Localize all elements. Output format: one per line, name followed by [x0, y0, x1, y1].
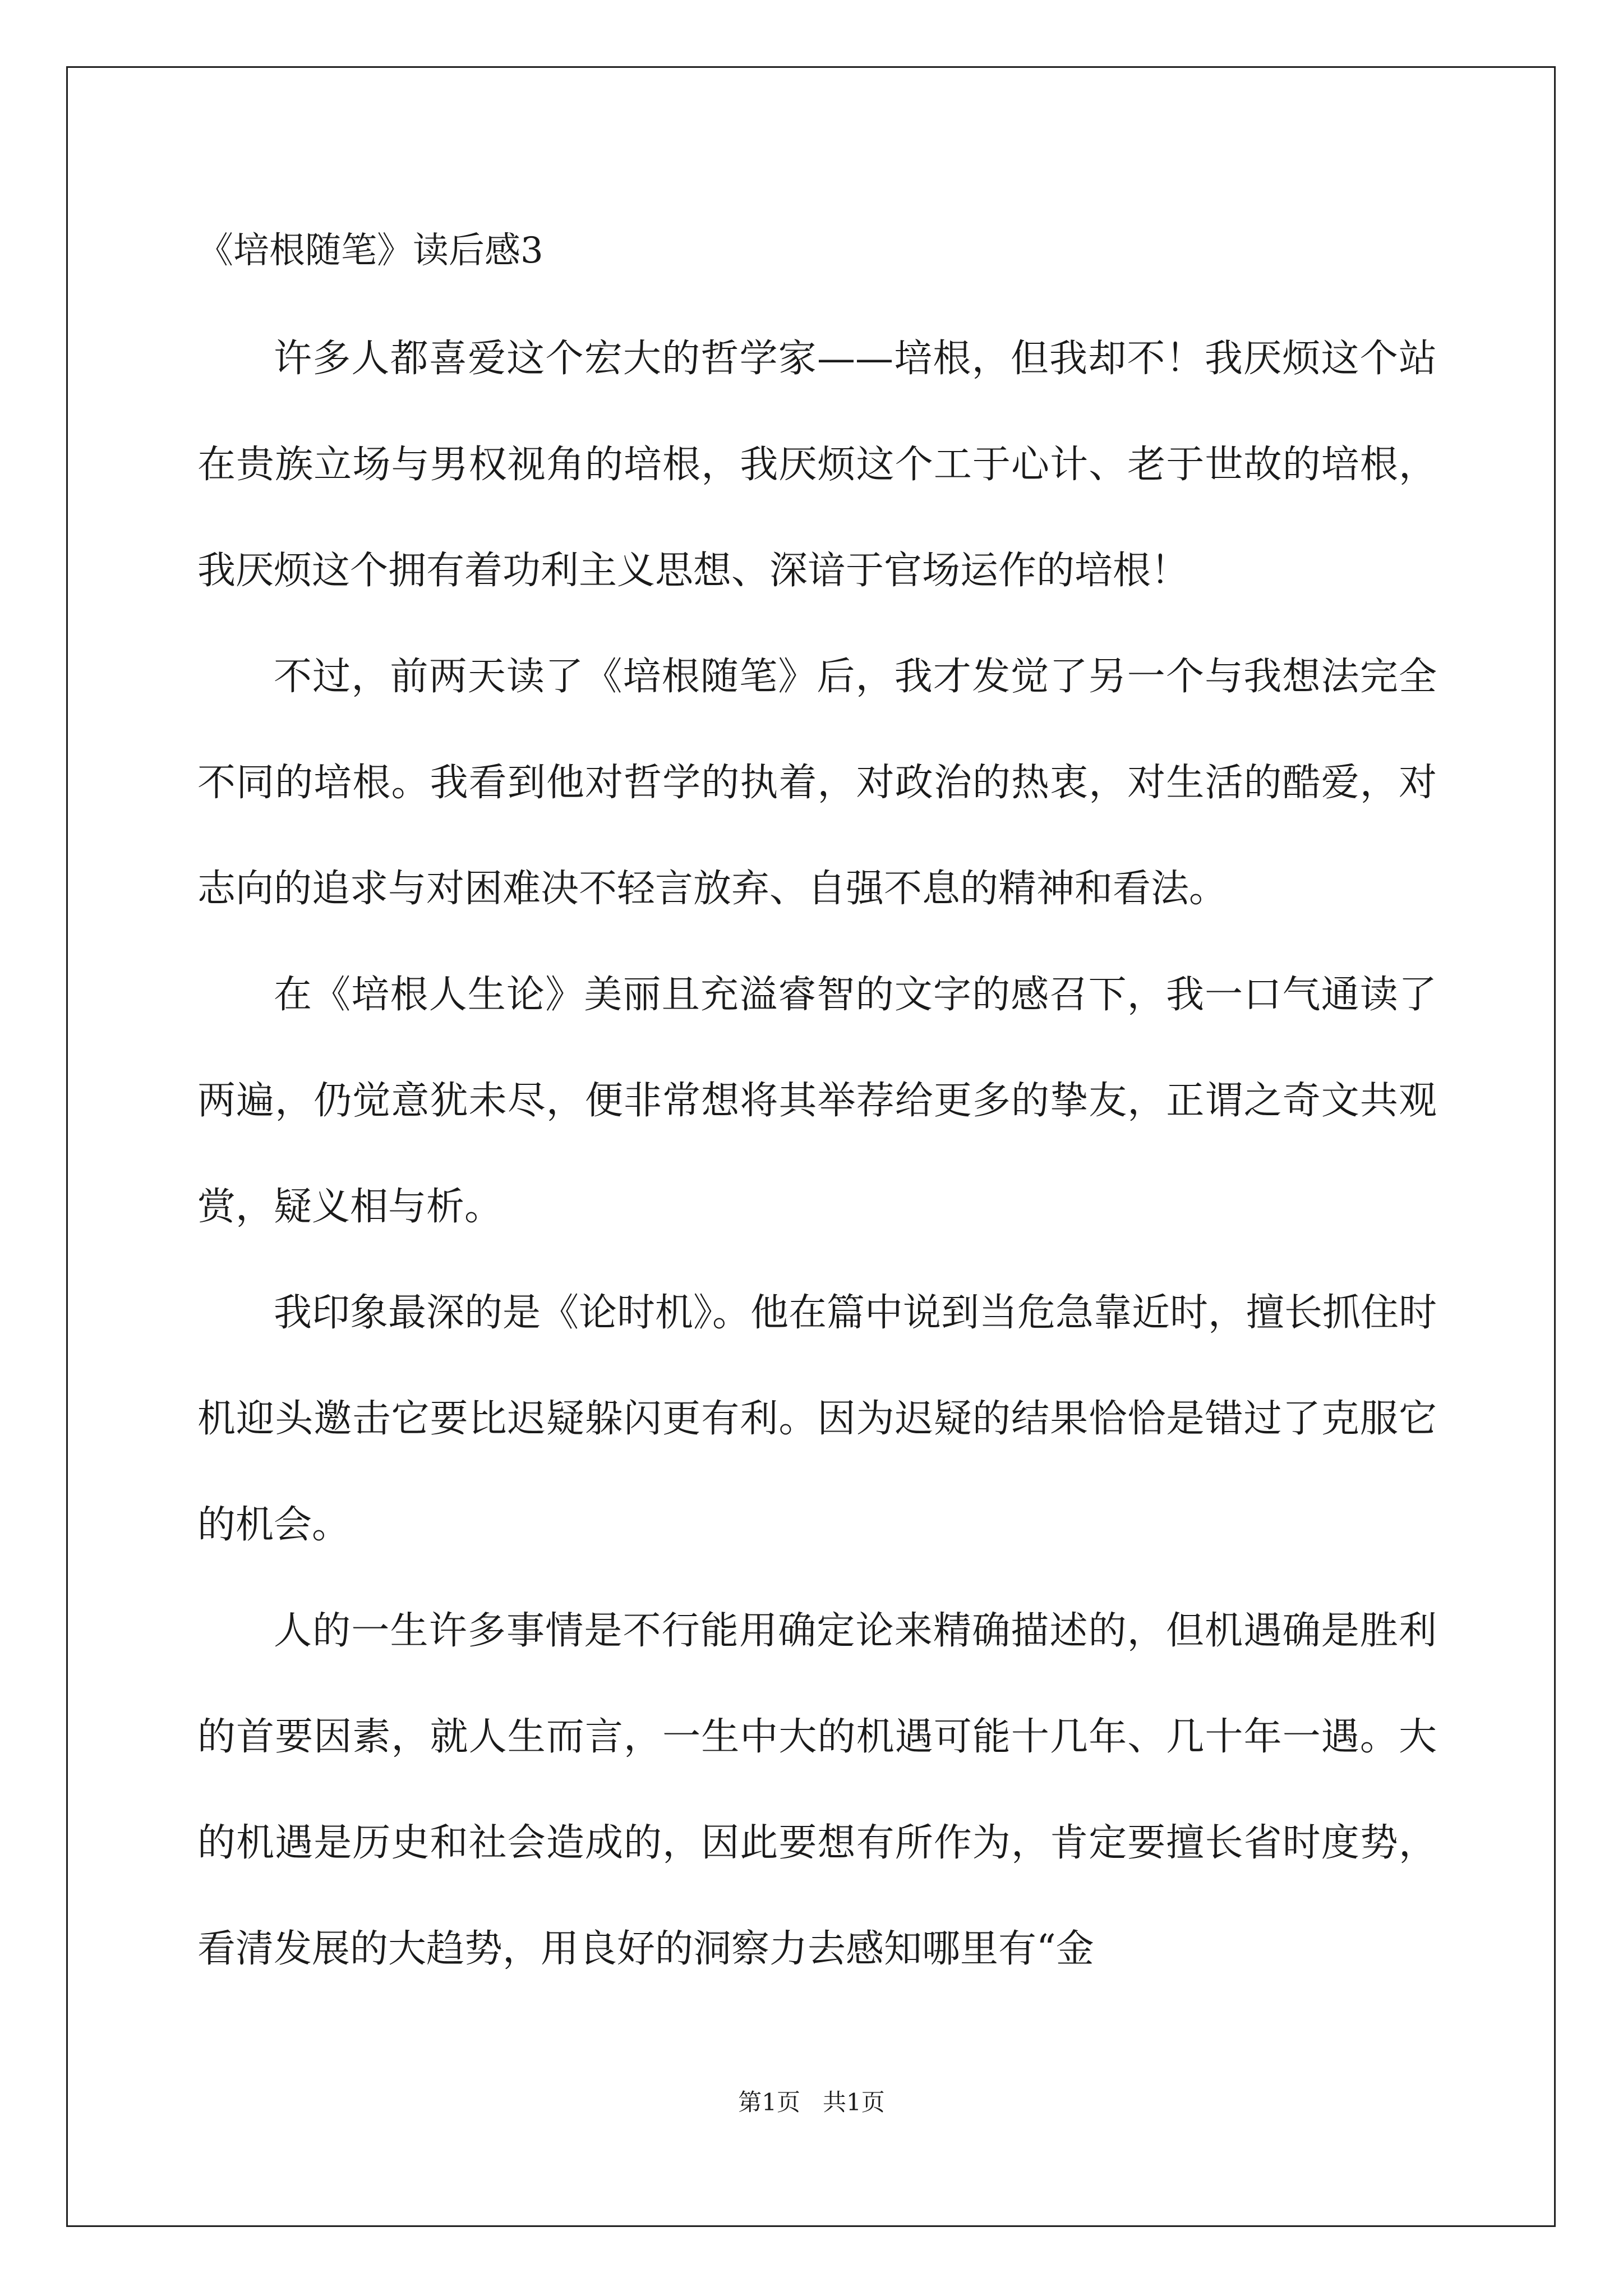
paragraph-1: 许多人都喜爱这个宏大的哲学家——培根，但我却不！我厌烦这个站在贵族立场与男权视角的培根，我厌烦这个工于心计、老于世故的培根，我厌烦这个拥有着功利主义思想、深谙于官场运作的培根！ [197, 337, 1437, 593]
paragraph-5: 人的一生许多事情是不行能用确定论来精确描述的，但机遇确是胜利的首要因素，就人生而言，一生中大的机遇可能十几年、几十年一遇。大的机遇是历史和社会造成的，因此要想有所作为，肯定要擅长省时度势，看清发展的大趋势，用良好的洞察力去感知哪里有“金 [197, 1609, 1437, 1971]
page-footer: 第1页 共1页 [738, 2088, 885, 2116]
document-title: 《培根随笔》读后感3 [197, 230, 543, 272]
paragraph-2: 不过，前两天读了《培根随笔》后，我才发觉了另一个与我想法完全不同的培根。我看到他对哲学的执着，对政治的热衷，对生活的酷爱，对志向的追求与对困难决不轻言放弃、自强不息的精神和看法。 [197, 655, 1437, 911]
paragraph-4: 我印象最深的是《论时机》。他在篇中说到当危急靠近时，擅长抓住时机迎头邀击它要比迟疑躲闪更有利。因为迟疑的结果恰恰是错过了克服它的机会。 [197, 1291, 1437, 1547]
paragraph-3: 在《培根人生论》美丽且充溢睿智的文字的感召下，我一口气通读了两遍，仍觉意犹未尽，便非常想将其举荐给更多的挚友，正谓之奇文共观赏，疑义相与析。 [197, 973, 1437, 1229]
document-body [197, 306, 1437, 2002]
